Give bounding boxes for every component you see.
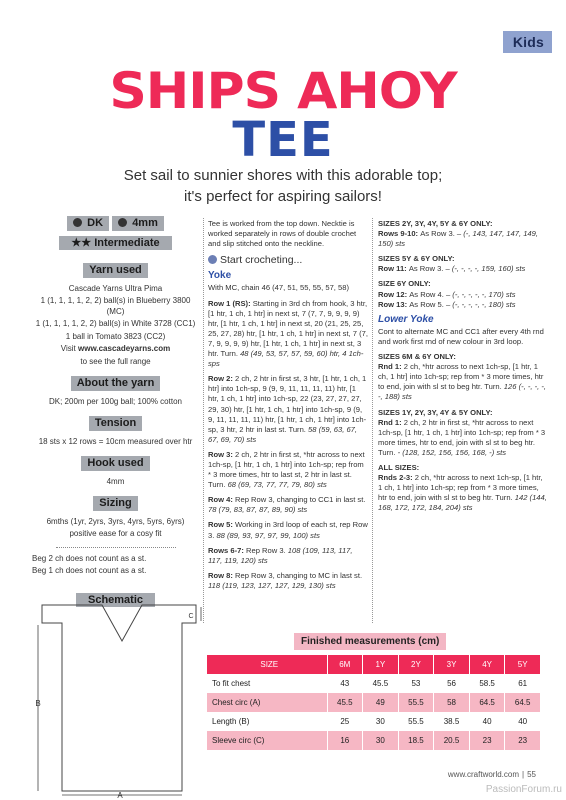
instruction-chain [208, 283, 368, 293]
instruction-lead: Rnd 1: [378, 362, 404, 372]
table-cell: 53 [398, 674, 434, 693]
yarn-visit-suffix: to see the full range [80, 356, 151, 366]
sizing-line-2: positive ease for a cosy fit [69, 529, 162, 538]
instruction-text: As Row 5. [409, 299, 446, 309]
instruction-text: Rep Row 3, changing to CC1 in last st. [235, 495, 366, 505]
table-cell: 30 [363, 731, 399, 750]
instruction-text: As Row 3. [420, 229, 457, 239]
stitch-count: 142 (144, 168, 172, 172, 184, 204) sts [378, 493, 547, 513]
instruction-text: 2 ch, *htr across to next 1ch-sp, [1 htr, 1 ch, 1 htr] into 1ch-sp; rep from * 3 more times, htr to end, join with sl st to beg htr. Turn. [378, 473, 543, 503]
size-block [378, 408, 548, 458]
footer-site-link[interactable]: www.craftworld.com [447, 770, 520, 779]
category-tag: Kids [503, 31, 552, 53]
yarn-line-2: 1 (1, 1, 1, 1, 2, 2) ball(s) in Blueberry 3800 (MC) [40, 296, 191, 316]
stitch-count: 126 (-, -, -, -, -, 188) sts [378, 382, 546, 402]
subtitle-line-1: Set sail to sunnier shores with this adorable top; [123, 167, 443, 184]
stitch-count: 118 (119, 123, 127, 127, 129, 130) sts [208, 580, 336, 590]
instruction-text: 2 ch, 2 htr in first st, 3 htr, [1 htr, 1 ch, 1 htr] into 1ch-sp, 9 (9, 9, 11, 11, 11, 11) htr, [1 htr, 1 ch, 1 htr] into 1ch-sp, 22 (23, 27, 27, 27, 29, 30) htr, [1 htr, 1 ch, 1 htr] into 1ch-sp, 9 (9, 9, 11, 11, 11, 11) htr, [1 htr, 1 ch, 1 htr] into 1ch-sp, 3 htr, 2 htr in last st. Turn. [208, 374, 367, 434]
table-cell: 38.5 [434, 712, 470, 731]
size-block [378, 219, 548, 249]
sizing-heading: Sizing [93, 496, 137, 511]
table-cell: 55.5 [398, 712, 434, 731]
hook-size-badge [112, 216, 164, 231]
size-heading: ALL SIZES: [378, 462, 420, 472]
label-c: C [188, 613, 194, 620]
label-a: A [117, 791, 123, 798]
note-1: Beg 2 ch does not count as a st. [32, 553, 147, 563]
schematic-heading: Schematic [76, 593, 155, 608]
measurements-table [207, 655, 541, 750]
stitch-count: 58 (59, 63, 67, 67, 69, 70) sts [208, 424, 358, 444]
header-cell: 3Y [434, 655, 470, 674]
instruction-text: As Row 3. [408, 264, 446, 274]
hook-size: 4mm [132, 217, 158, 229]
table-cell: 64.5 [469, 693, 505, 712]
stitch-count: - (128, 152, 156, 156, 168, -) sts [397, 447, 507, 457]
instruction-row [208, 374, 368, 445]
header-cell: SIZE [207, 655, 327, 674]
instruction-lead: Row 11: [378, 264, 409, 274]
row-label: Length (B) [207, 712, 327, 731]
about-yarn-heading-row [32, 376, 199, 391]
hook-used-heading: Hook used [81, 456, 149, 471]
note-2: Beg 1 ch does not count as a st. [32, 566, 147, 575]
subtitle [0, 165, 566, 207]
lower-yoke-text: Cont to alternate MC and CC1 after every 4th rnd and work first rnd of new colour in 3rd loop. [378, 326, 544, 346]
instruction-text: Rep Row 3. [245, 545, 288, 555]
table-cell: 16 [327, 731, 363, 750]
visit-prefix: Visit [60, 344, 78, 353]
table-row [207, 693, 541, 712]
size-block [378, 254, 548, 274]
instructions-column-2 [378, 219, 548, 518]
watermark: PassionForum.ru [485, 784, 562, 795]
header-cell: 4Y [469, 655, 505, 674]
size-block [378, 463, 548, 513]
instruction-text: Rep Row 3, changing to MC in last st. [235, 570, 363, 580]
instruction-text: 2 ch, 2 htr in first st, *htr across to next 1ch-sp, [1 htr, 1 ch, 1 htr] into 1ch-sp; rep from * 3 more times, htr to end, join with sl st to beg htr. Turn. [378, 417, 546, 457]
table-cell: 20.5 [434, 731, 470, 750]
instruction-lead: Rows 9-10: [378, 229, 421, 239]
materials-column [32, 216, 199, 613]
yarn-used-heading: Yarn used [83, 263, 148, 278]
tension-heading: Tension [89, 416, 142, 431]
start-heading [208, 255, 368, 265]
row-label: Sleeve circ (C) [207, 731, 327, 750]
table-cell: 23 [469, 731, 505, 750]
about-yarn-text: DK; 200m per 100g ball; 100% cotton [49, 396, 182, 406]
instructions-column-1 [208, 219, 368, 596]
instruction-lead: Row 12: [378, 289, 410, 299]
yarn-website-link[interactable]: www.cascadeyarns.com [78, 344, 171, 353]
title-line-2: TEE [232, 112, 334, 168]
page-number: 55 [527, 770, 536, 779]
size-heading: SIZES 6M & 6Y ONLY: [378, 352, 456, 362]
instruction-lead: Row 13: [378, 299, 410, 309]
stitch-count: – (-, 143, 147, 147, 149, 150) sts [378, 229, 538, 249]
table-cell: 55.5 [398, 693, 434, 712]
header-cell: 1Y [363, 655, 399, 674]
table-cell: 49 [363, 693, 399, 712]
table-cell: 56 [434, 674, 470, 693]
column-divider-2 [372, 218, 373, 623]
instruction-lead: Rnds 2-3: [378, 473, 415, 483]
size-heading: SIZES 2Y, 3Y, 4Y, 5Y & 6Y ONLY: [378, 219, 493, 228]
sizing-heading-row [32, 496, 199, 511]
hook-icon [118, 218, 127, 227]
table-row [207, 674, 541, 693]
yarn-line-1: Cascade Yarns Ultra Pima [68, 283, 163, 293]
instruction-lead: Row 1 (RS): [208, 298, 253, 308]
instruction-text: Working in 3rd loop of each st, rep Row 3. [208, 520, 368, 540]
footer-separator: | [522, 770, 525, 779]
yarn-ball-icon [73, 218, 82, 227]
stitch-count: – (-, -, -, -, -, 180) sts [445, 299, 516, 309]
header-cell: 2Y [398, 655, 434, 674]
sizing-line-1: 6mths (1yr, 2yrs, 3yrs, 4yrs, 5yrs, 6yrs) [46, 516, 185, 526]
start-heading-text: Start crocheting... [220, 254, 303, 267]
table-cell: 61 [505, 674, 541, 693]
stitch-count: 68 (69, 73, 77, 77, 79, 80) sts [227, 480, 327, 490]
about-yarn-heading: About the yarn [71, 376, 161, 391]
size-heading: SIZE 6Y ONLY: [378, 279, 431, 289]
yarn-weight-badge [67, 216, 109, 231]
divider [56, 547, 176, 548]
size-block [378, 352, 548, 402]
table-cell: 18.5 [398, 731, 434, 750]
header-cell: 5Y [505, 655, 541, 674]
stitch-count: – (-, -, -, -, 159, 160) sts [445, 264, 526, 274]
table-cell: 58.5 [469, 674, 505, 693]
table-cell: 23 [505, 731, 541, 750]
tee-outline [42, 605, 196, 791]
footer [448, 770, 536, 779]
table-row [207, 731, 541, 750]
instruction-text: 2 ch, 2 htr in first st, *htr across to next 1ch-sp, [1 htr, 1 ch, 1 htr] into 1ch-sp; rep from * 3 more times, htr to last st, 2 htr in last st. Turn. [208, 449, 365, 490]
instruction-text: With MC, chain 46 (47, 51, 55, 55, 57, 58) [208, 283, 349, 293]
table-cell: 40 [505, 712, 541, 731]
instruction-row [208, 299, 368, 370]
skill-row [32, 236, 199, 251]
skill-level: Intermediate [94, 236, 160, 249]
table-cell: 45.5 [363, 674, 399, 693]
instruction-row [208, 571, 368, 591]
tension-text: 18 sts x 12 rows = 10cm measured over htr [38, 436, 193, 446]
header-cell: 6M [327, 655, 363, 674]
stitch-count: 48 (49, 53, 57, 57, 59, 60) htr, 4 1ch-sps [208, 349, 364, 369]
spec-line [32, 216, 199, 231]
yarn-used-heading-row [32, 263, 199, 278]
row-label: Chest circ (A) [207, 693, 327, 712]
skill-badge [59, 236, 171, 251]
size-block [378, 279, 548, 299]
hook-used-heading-row [32, 456, 199, 471]
tension-heading-row [32, 416, 199, 431]
instruction-row [208, 546, 368, 566]
instruction-lead: Row 3: [208, 449, 236, 459]
lower-yoke-heading: Lower Yoke [378, 313, 434, 325]
intro-text: Tee is worked from the top down. Necktie is worked separately in rows of double crochet and slip stitched onto the neckline. [208, 219, 357, 249]
instruction-text: As Row 4. [409, 289, 446, 299]
table-cell: 64.5 [505, 693, 541, 712]
instruction-lead: Row 4: [208, 495, 236, 505]
table-row [207, 712, 541, 731]
stitch-count: 78 (79, 83, 87, 87, 89, 90) sts [208, 505, 308, 515]
instruction-text: 2 ch, *htr across to next 1ch-sp, [1 htr, 1 ch, 1 htr] into 1ch-sp; rep from * 3 more times, htr to end, join with sl st to beg htr. Turn. [378, 362, 544, 392]
yarn-line-3: 1 (1, 1, 1, 1, 2, 2) ball(s) in White 3728 (CC1) [35, 319, 196, 328]
instruction-lead: Row 8: [208, 570, 236, 580]
yoke-heading: Yoke [208, 270, 232, 282]
label-b: B [35, 699, 41, 708]
instruction-lead: Rows 6-7: [208, 545, 246, 555]
table-cell: 40 [469, 712, 505, 731]
table-cell: 58 [434, 693, 470, 712]
row-label: To fit chest [207, 674, 327, 693]
measurements-title: Finished measurements (cm) [294, 633, 446, 650]
column-divider-1 [203, 218, 204, 623]
yarn-weight: DK [87, 217, 104, 229]
table-cell: 45.5 [327, 693, 363, 712]
size-heading: SIZES 5Y & 6Y ONLY: [378, 254, 455, 264]
yarn-visit-line [32, 344, 199, 355]
table-cell: 43 [327, 674, 363, 693]
hook-used-text: 4mm [106, 476, 125, 486]
instruction-lead: Rnd 1: [378, 417, 404, 427]
table-header-row [207, 655, 541, 674]
subtitle-line-2: it's perfect for aspiring sailors! [184, 188, 382, 205]
schematic-diagram [4, 593, 204, 798]
stitch-count: 108 (109, 113, 117, 117, 119, 120) sts [208, 545, 353, 565]
size-block [378, 300, 548, 310]
stitch-count: 88 (89, 93, 97, 97, 99, 100) sts [216, 530, 320, 540]
size-heading: SIZES 1Y, 2Y, 3Y, 4Y & 5Y ONLY: [378, 407, 493, 417]
instruction-lead: Row 2: [208, 374, 236, 384]
yarn-ball-icon [208, 255, 217, 264]
yarn-line-4: 1 ball in Tomato 3823 (CC2) [65, 331, 166, 341]
title-line-1: SHIPS AHOY [109, 62, 457, 120]
instruction-row [208, 450, 368, 490]
instruction-row [208, 520, 368, 540]
skill-stars-icon: ★★ [71, 236, 92, 249]
instruction-text: Starting in 3rd ch from hook, 3 htr, [1 htr, 1 ch, 1 htr] in next st, 7 (7, 7, 9, 9, 9, 9) htr, [1 htr, 1 ch, 1 htr] in next st, 20 (21, 25, 25, 25, 27, 28) htr, [1 htr, 1 ch, 1 htr] in next st, 7 (7, 7, 9, 9, 9, 9) htr, [1 htr, 1 ch, 1 htr] in next st, 3 htr. Turn. [208, 298, 368, 359]
instruction-lead: Row 5: [208, 520, 236, 530]
table-cell: 30 [363, 712, 399, 731]
instruction-row [208, 495, 368, 515]
table-cell: 25 [327, 712, 363, 731]
stitch-count: – (-, -, -, -, -, 170) sts [445, 289, 516, 299]
